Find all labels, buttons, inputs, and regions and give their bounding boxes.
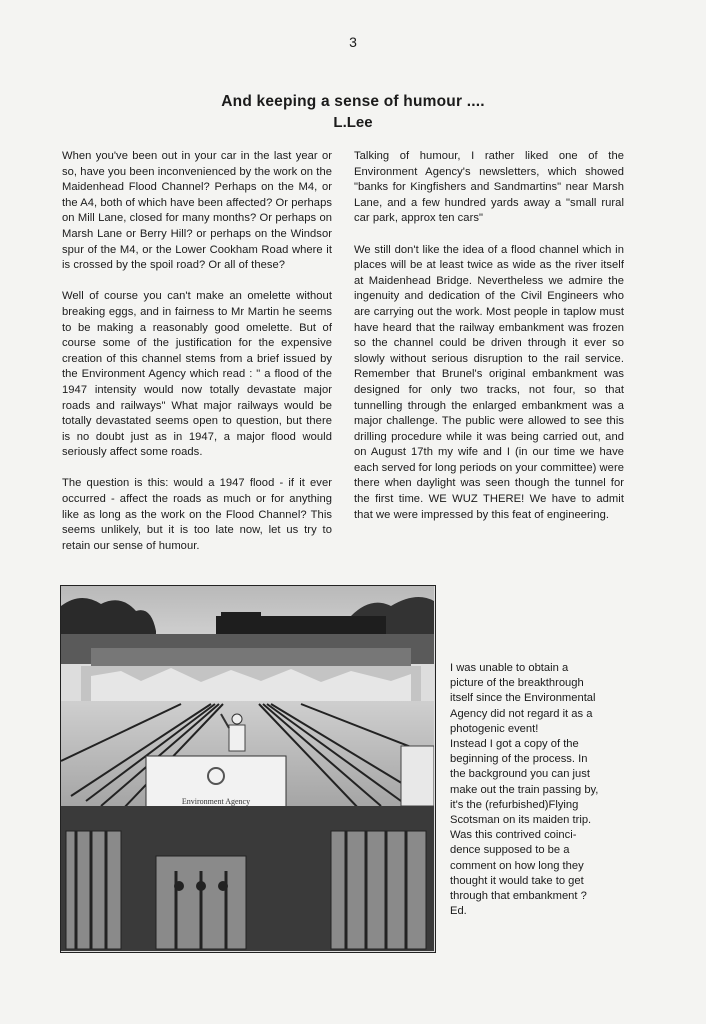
caption-line: Scotsman on its maiden trip. — [450, 814, 592, 827]
right-column — [354, 149, 624, 539]
paragraph: When you've been out in your car in the last year or so, have you been inconvenienced by the work on the Maidenhead Flood Channel? Perhaps on the M4, or the A4, both of which have been affected? Or perhaps on Mill Lane, closed for many months? Or perhaps on Marsh Lane or Berry Hill? or perhaps on the Windsor spur of the M4, or the Lower Cookham Road where it is crossed by the spoil road? Or all of these? — [62, 150, 332, 272]
paragraph: We still don't like the idea of a flood channel which in places will be at least twice as wide as the river itself at Maidenhead Bridge. Nevertheless we admire the ingenuity and dedication of the Civil Engineers who are carrying out the work. Most people in taplow must have heard that the railway embankment was frozen so the channel could be driven through it ever so slowly without serious disruption to the rail service. Remember that Brunel's original embankment was designed for only two tracks, not four, so that tunnelling through the enlarged embankment was a major challenge. The public were allowed to see this drilling procedure while it was being carried out, and on August 17th my wife and I (in our time we have each served for long periods on your committee) were there when daylight was seen though the tunnel for the first time. WE WUZ THERE! We have to admit that we were impressed by this feat of engineering. — [354, 243, 624, 521]
caption-line: Was this contrived coinci- — [450, 829, 577, 842]
caption-line: the background you can just — [450, 768, 590, 781]
caption-line: it's the (refurbished)Flying — [450, 798, 579, 811]
caption-line: I was unable to obtain a — [450, 662, 569, 674]
caption-line: Instead I got a copy of the — [450, 738, 579, 751]
paragraph: The question is this: would a 1947 flood - if it ever occurred - affect the roads as much or for anything like as long as the work on the Flood Channel? This seems unlikely, but it is too late now, let us try to retain our sense of humour. — [62, 477, 332, 552]
construction-photo-illustration — [61, 586, 434, 951]
banner-text: Environment Agency — [181, 797, 251, 806]
caption-line: photogenic event! — [450, 722, 539, 735]
caption-line: Ed. — [450, 905, 467, 918]
left-column — [62, 149, 332, 570]
caption-line: beginning of the process. In — [450, 753, 588, 766]
caption-line: picture of the breakthrough — [450, 677, 584, 690]
caption-line: through that embankment ? — [450, 890, 587, 903]
caption-line: dence supposed to be a — [450, 844, 570, 857]
page-number: 3 — [349, 34, 357, 50]
caption-line: thought it would take to get — [450, 874, 584, 887]
article-title: And keeping a sense of humour .... — [221, 93, 485, 110]
photo-caption — [450, 661, 622, 919]
article-author: L.Lee — [333, 114, 373, 131]
caption-line: Agency did not regard it as a — [450, 707, 593, 720]
construction-photo — [60, 585, 436, 953]
paragraph: Talking of humour, I rather liked one of the Environment Agency's newsletters, which showed "banks for Kingfishers and Sandmartins" near Marsh Lane, and a few hundred yards away a "small rural car park, approx ten cars" — [354, 150, 624, 225]
paragraph: Well of course you can't make an omelette without breaking eggs, and in fairness to Mr Martin he seems to be making a reasonably good omelette. But of course some of the justification for the expensive creation of this channel stems from a brief issued by the Environment Agency which read : " a flood of the 1947 intensity would now totally devastate major roads and railways" What major railways would be totally devastated seems open to question, but there is no doubt just as in 1947, a major flood would seriously affect some roads. — [62, 290, 332, 459]
caption-line: make out the train passing by, — [450, 783, 599, 796]
caption-line: itself since the Environmental — [450, 692, 596, 705]
caption-line: comment on how long they — [450, 859, 584, 872]
